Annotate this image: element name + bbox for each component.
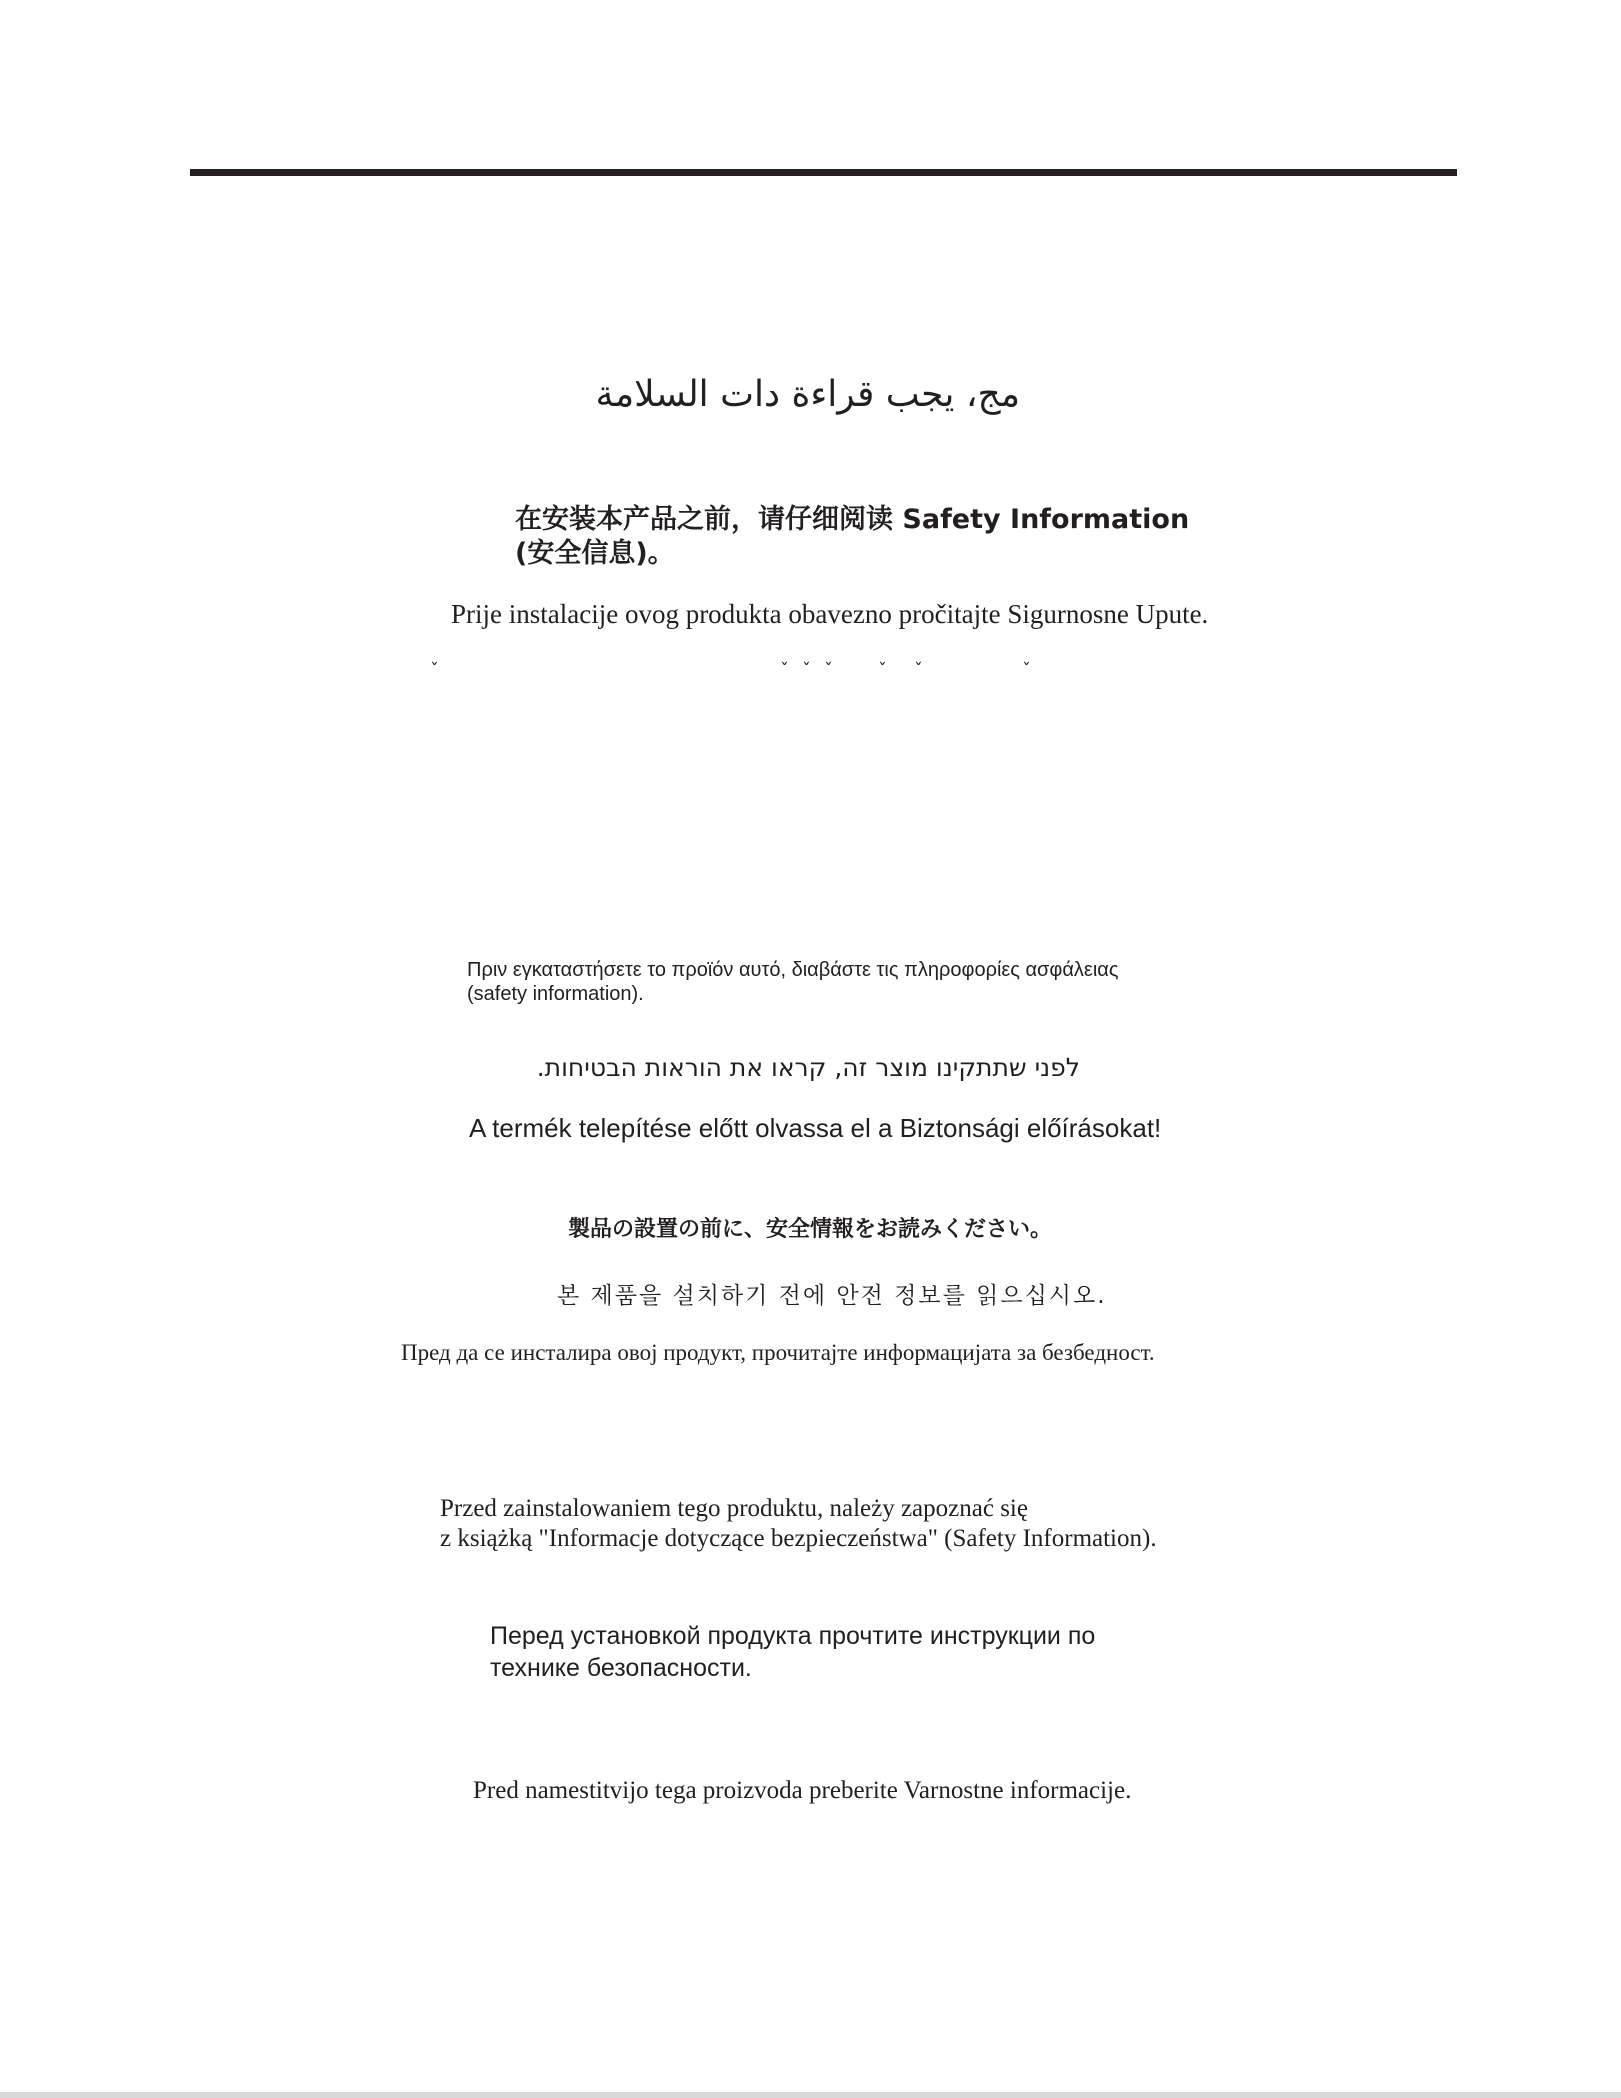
caron-mark: ˇ: [1022, 660, 1031, 681]
russian-safety-notice-line-1: Перед установкой продукта прочтите инструкции по: [490, 1622, 1096, 1650]
korean-safety-notice: 본 제품을 설치하기 전에 안전 정보를 읽으십시오.: [557, 1283, 1107, 1309]
croatian-safety-notice: Prije instalacije ovog produkta obavezno pročitajte Sigurnosne Upute.: [451, 599, 1209, 629]
chinese-safety-notice-line-1: 在安装本产品之前，请仔细阅读 Safety Information: [515, 504, 1190, 535]
russian-safety-notice-line-2: технике безопасности.: [490, 1654, 752, 1682]
caron-mark: ˇ: [802, 660, 811, 681]
hebrew-safety-notice: לפני שתתקינו מוצר זה, קראו את הוראות הבטיחות.: [536, 1053, 1080, 1082]
caron-mark: ˇ: [914, 660, 923, 681]
slovenian-safety-notice: Pred namestitvijo tega proizvoda preberite Varnostne informacije.: [473, 1777, 1132, 1804]
greek-safety-notice-line-1: Πριν εγκαταστήσετε το προϊόν αυτό, διαβάστε τις πληροφορίες ασφάλειας: [467, 959, 1119, 981]
greek-safety-notice-line-2: (safety information).: [467, 983, 644, 1005]
caron-mark: ˇ: [878, 660, 887, 681]
page-bottom-edge: [0, 2092, 1621, 2098]
polish-safety-notice-line-1: Przed zainstalowaniem tego produktu, należy zapoznać się: [440, 1495, 1028, 1522]
japanese-safety-notice: 製品の設置の前に、安全情報をお読みください。: [568, 1217, 1053, 1242]
arabic-safety-notice: مج، يجب قراءة دات السلامة: [595, 374, 1020, 415]
caron-mark: ˇ: [780, 660, 789, 681]
chinese-safety-notice-line-2: (安全信息)。: [515, 538, 675, 569]
caron-mark: ˇ: [824, 660, 833, 681]
hungarian-safety-notice: A termék telepítése előtt olvassa el a Biztonsági előírásokat!: [469, 1113, 1162, 1143]
top-horizontal-rule: [190, 169, 1457, 176]
macedonian-safety-notice: Пред да се инсталира овој продукт, прочитајте информацијата за безбедност.: [401, 1340, 1155, 1365]
czech-notice-remnant-marks: [430, 660, 1050, 680]
caron-mark: ˇ: [430, 660, 439, 681]
polish-safety-notice-line-2: z książką "Informacje dotyczące bezpieczeństwa" (Safety Information).: [440, 1525, 1157, 1552]
